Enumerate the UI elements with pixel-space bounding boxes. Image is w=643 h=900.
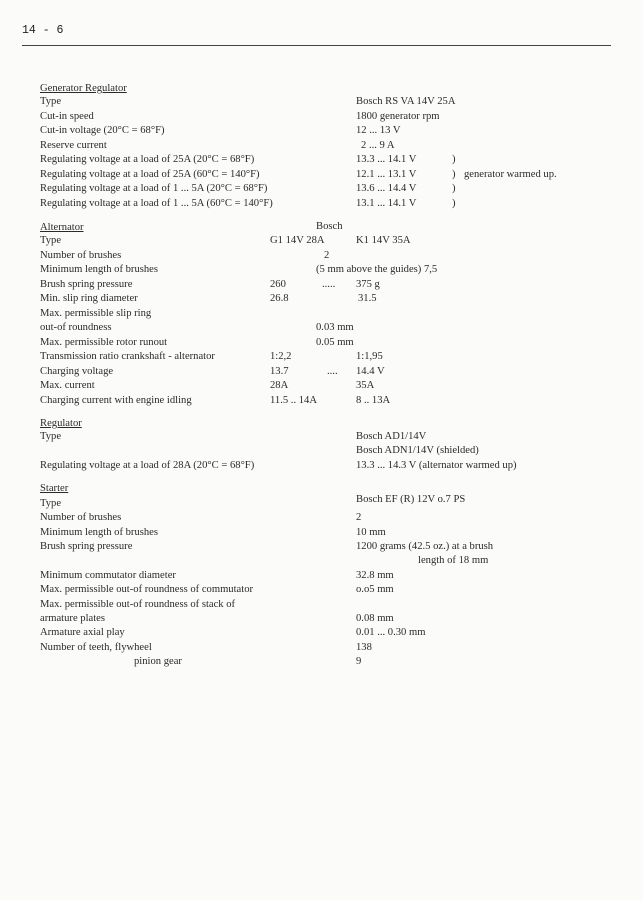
row-value: Bosch RS VA 14V 25A bbox=[356, 96, 456, 107]
row-label: Reserve current bbox=[40, 140, 107, 151]
row-label: Regulating voltage at a load of 28A (20°C = 68°F) bbox=[40, 460, 255, 471]
table-row bbox=[0, 126, 643, 141]
row-label: Minimum commutator diameter bbox=[40, 570, 176, 581]
row-value: 13.3 ... 14.1 V bbox=[356, 154, 417, 165]
row-value: 1200 grams (42.5 oz.) at a brush bbox=[356, 541, 494, 552]
row-label: Max. permissible rotor runout bbox=[40, 337, 168, 348]
row-label: Min. slip ring diameter bbox=[40, 293, 138, 304]
row-value: 13.6 ... 14.4 V bbox=[356, 183, 417, 194]
row-label: armature plates bbox=[40, 613, 106, 624]
row-label: Regulating voltage at a load of 25A (60°C = 140°F) bbox=[40, 169, 260, 180]
row-value: 0.05 mm bbox=[316, 337, 354, 348]
table-row bbox=[0, 628, 643, 643]
row-value: 2 bbox=[356, 512, 362, 523]
row-label: Regulating voltage at a load of 1 ... 5A (60°C = 140°F) bbox=[40, 198, 273, 209]
table-row bbox=[0, 461, 643, 476]
row-value: 13.1 ... 14.1 V bbox=[356, 198, 417, 209]
row-value: Bosch EF (R) 12V o.7 PS bbox=[356, 494, 466, 505]
table-row bbox=[0, 432, 643, 447]
row-label: Minimum length of brushes bbox=[40, 527, 158, 538]
generator-regulator-heading: Generator Regulator bbox=[40, 83, 127, 94]
table-row bbox=[0, 657, 643, 672]
table-row bbox=[0, 381, 643, 396]
row-value: Bosch ADN1/14V (shielded) bbox=[356, 445, 479, 456]
row-value-g1: 1:2,2 bbox=[270, 351, 292, 362]
row-value: 2 bbox=[324, 250, 330, 261]
row-value-k1: 35A bbox=[356, 380, 375, 391]
table-row bbox=[0, 199, 643, 214]
row-value: o.o5 mm bbox=[356, 584, 394, 595]
row-label: Number of brushes bbox=[40, 250, 122, 261]
row-value-k1: 14.4 V bbox=[356, 366, 385, 377]
row-label: Max. permissible out-of roundness of stack of bbox=[40, 599, 236, 610]
row-label: Transmission ratio crankshaft - alternator bbox=[40, 351, 215, 362]
row-label: Regulating voltage at a load of 25A (20°C = 68°F) bbox=[40, 154, 255, 165]
table-row bbox=[0, 323, 643, 338]
row-value-g1: 260 bbox=[270, 279, 286, 290]
row-value-g1: 26.8 bbox=[270, 293, 289, 304]
table-row bbox=[0, 542, 643, 557]
row-value-g1: G1 14V 28A bbox=[270, 235, 325, 246]
table-row bbox=[0, 352, 643, 367]
row-label: Type bbox=[40, 235, 62, 246]
table-row bbox=[0, 446, 643, 461]
row-value: 32.8 mm bbox=[356, 570, 394, 581]
row-label: Type bbox=[40, 431, 62, 442]
page-number: 14 - 6 bbox=[22, 24, 64, 37]
row-value: 138 bbox=[356, 642, 372, 653]
row-label: Armature axial play bbox=[40, 627, 125, 638]
table-row bbox=[0, 265, 643, 280]
row-label: Max. permissible slip ring bbox=[40, 308, 152, 319]
row-label: pinion gear bbox=[134, 656, 182, 667]
row-label: Brush spring pressure bbox=[40, 279, 133, 290]
starter-heading: Starter bbox=[40, 483, 69, 494]
table-row bbox=[0, 97, 643, 112]
row-value-k1: 375 g bbox=[356, 279, 380, 290]
row-label: Number of teeth, flywheel bbox=[40, 642, 152, 653]
table-row bbox=[0, 367, 643, 382]
table-row bbox=[0, 643, 643, 658]
row-value: 12.1 ... 13.1 V bbox=[356, 169, 417, 180]
row-label: Regulating voltage at a load of 1 ... 5A (20°C = 68°F) bbox=[40, 183, 268, 194]
row-label: Cut-in speed bbox=[40, 111, 94, 122]
row-separator: ..... bbox=[322, 279, 336, 290]
row-value: Bosch AD1/14V bbox=[356, 431, 427, 442]
row-label: Brush spring pressure bbox=[40, 541, 133, 552]
alternator-brand: Bosch bbox=[316, 221, 343, 232]
row-value-k1: K1 14V 35A bbox=[356, 235, 411, 246]
row-value-k1: 1:1,95 bbox=[356, 351, 383, 362]
row-label: Number of brushes bbox=[40, 512, 122, 523]
row-label: Minimum length of brushes bbox=[40, 264, 158, 275]
table-row bbox=[0, 294, 643, 309]
row-label: out-of roundness bbox=[40, 322, 112, 333]
row-label: Charging current with engine idling bbox=[40, 395, 192, 406]
row-label: Cut-in voltage (20°C = 68°F) bbox=[40, 125, 165, 136]
row-separator: .... bbox=[327, 366, 338, 377]
table-row bbox=[0, 236, 643, 251]
bracket: ) bbox=[452, 169, 456, 180]
table-row bbox=[0, 513, 643, 528]
row-value: (5 mm above the guides) 7,5 bbox=[316, 264, 438, 275]
row-label: Max. current bbox=[40, 380, 95, 391]
row-value: 0.08 mm bbox=[356, 613, 394, 624]
table-row bbox=[0, 556, 643, 571]
table-row bbox=[0, 155, 643, 170]
row-value: 9 bbox=[356, 656, 362, 667]
bracket: ) bbox=[452, 183, 456, 194]
row-value: 13.3 ... 14.3 V (alternator warmed up) bbox=[356, 460, 517, 471]
table-row bbox=[0, 396, 643, 411]
row-value-k1: 8 .. 13A bbox=[356, 395, 391, 406]
generator-warmed-up-note: generator warmed up. bbox=[464, 169, 557, 180]
bracket: ) bbox=[452, 154, 456, 165]
header-rule bbox=[22, 45, 611, 46]
row-value: 0.01 ... 0.30 mm bbox=[356, 627, 426, 638]
alternator-heading: Alternator bbox=[40, 222, 84, 233]
row-label: Type bbox=[40, 96, 62, 107]
row-label: Charging voltage bbox=[40, 366, 114, 377]
regulator-heading: Regulator bbox=[40, 418, 82, 429]
row-label: Type bbox=[40, 498, 62, 509]
row-value-g1: 13.7 bbox=[270, 366, 289, 377]
row-value-g1: 28A bbox=[270, 380, 289, 391]
row-value-g1: 11.5 .. 14A bbox=[270, 395, 317, 406]
row-value: 10 mm bbox=[356, 527, 386, 538]
row-value: 0.03 mm bbox=[316, 322, 354, 333]
bracket: ) bbox=[452, 198, 456, 209]
table-row bbox=[0, 585, 643, 600]
row-value-k1: 31.5 bbox=[358, 293, 377, 304]
row-value: 2 ... 9 A bbox=[361, 140, 395, 151]
row-value: 1800 generator rpm bbox=[356, 111, 440, 122]
table-row bbox=[0, 184, 643, 199]
row-label: Max. permissible out-of roundness of commutator bbox=[40, 584, 254, 595]
row-value: length of 18 mm bbox=[418, 555, 489, 566]
row-value: 12 ... 13 V bbox=[356, 125, 401, 136]
